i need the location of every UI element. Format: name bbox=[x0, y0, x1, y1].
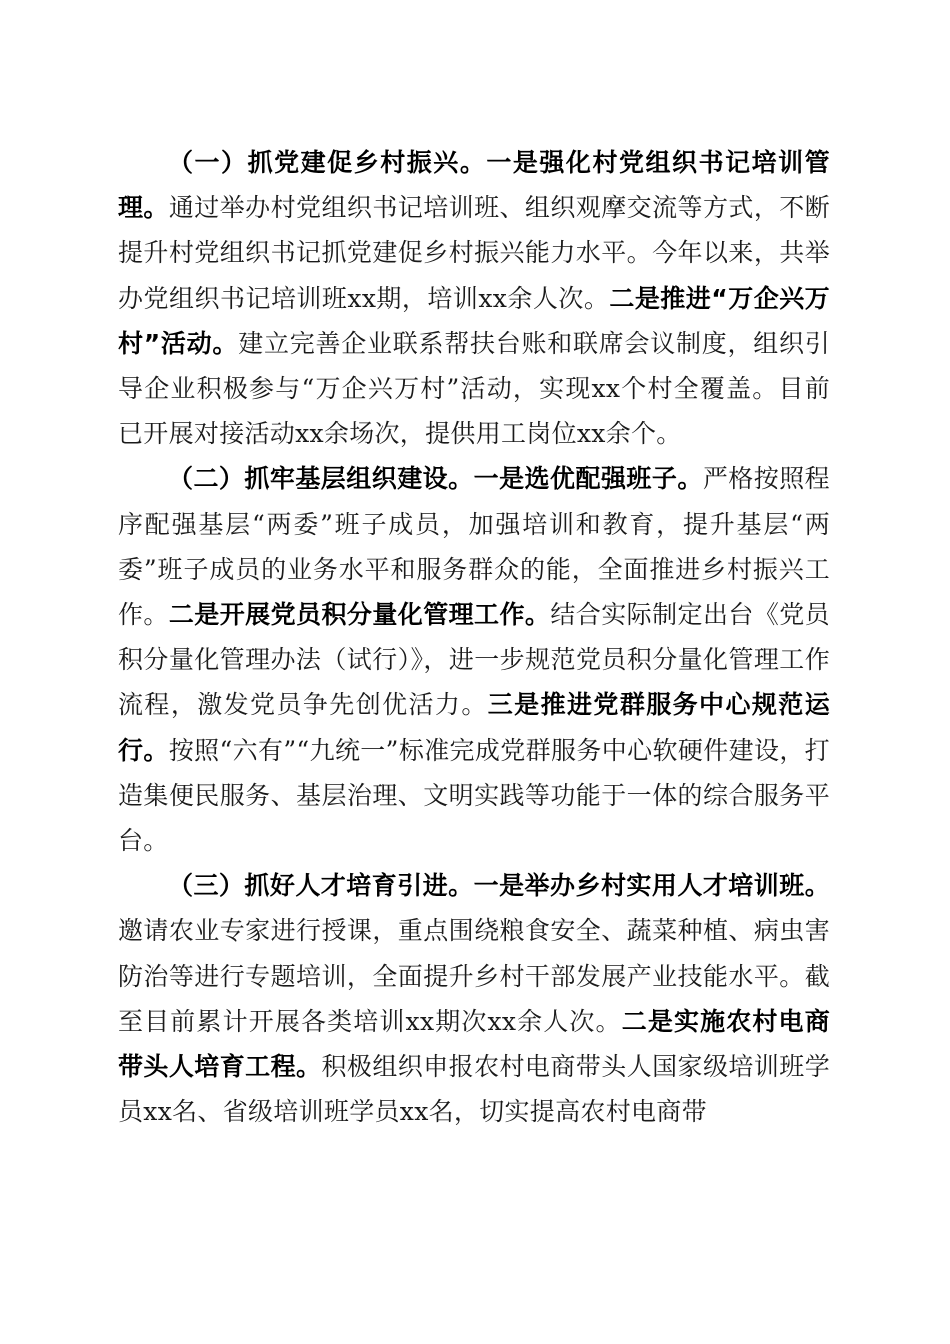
point-2-body: 积极组织申报农村电商带头人国家级培训班学员xx名、省级培训班学员xx名，切实提高农村电商带 bbox=[118, 1052, 830, 1127]
point-2-heading: 二是实施农村电商带头人培育工程。 bbox=[118, 1006, 830, 1082]
point-1-body: 严格按照程序配强基层“两委”班子成员，加强培训和教育，提升基层“两委”班子成员的业务水平和服务群众的能，全面推进乡村振兴工作。 bbox=[118, 464, 830, 630]
point-2-body: 结合实际制定出台《党员积分量化管理办法（试行）》，进一步规范党员积分量化管理工作流程，激发党员争先创优活力。 bbox=[118, 600, 830, 720]
point-3-body: 按照“六有”“九统一”标准完成党群服务中心软硬件建设，打造集便民服务、基层治理、文明实践等功能于一体的综合服务平台。 bbox=[118, 735, 830, 856]
paragraph-talent-cultivation bbox=[118, 863, 830, 1134]
point-3-heading: 三是推进党群服务中心规范运行。 bbox=[118, 690, 831, 765]
point-1-body: 通过举办村党组织书记培训班、组织观摩交流等方式，不断提升村党组织书记抓党建促乡村振兴能力水平。今年以来，共举办党组织书记培训班xx期，培训xx余人次。 bbox=[118, 193, 830, 313]
point-2-heading: 二是开展党员积分量化管理工作。 bbox=[168, 600, 551, 630]
point-1-body: 邀请农业专家进行授课，重点围绕粮食安全、蔬菜种植、病虫害防治等进行专题培训，全面提升乡村干部发展产业技能水平。截至目前累计开展各类培训xx期次xx余人次。 bbox=[118, 916, 830, 1036]
heading-3-and-point-1: （三）抓好人才培育引进。一是举办乡村实用人才培训班。 bbox=[168, 871, 830, 901]
point-2-body: 建立完善企业联系帮扶台账和联席会议制度，组织引导企业积极参与“万企兴万村”活动，实现xx个村全覆盖。目前已开展对接活动xx余场次，提供用工岗位xx余个。 bbox=[118, 328, 830, 449]
heading-1-and-point-1: （一）抓党建促乡村振兴。一是强化村党组织书记培训管理。 bbox=[118, 148, 830, 223]
paragraph-grassroots-organization bbox=[118, 456, 830, 863]
paragraph-party-building bbox=[118, 140, 830, 456]
document-body bbox=[118, 140, 830, 1134]
point-2-heading: 二是推进“万企兴万村”活动。 bbox=[118, 283, 830, 358]
heading-2-and-point-1: （二）抓牢基层组织建设。一是选优配强班子。 bbox=[168, 464, 703, 494]
